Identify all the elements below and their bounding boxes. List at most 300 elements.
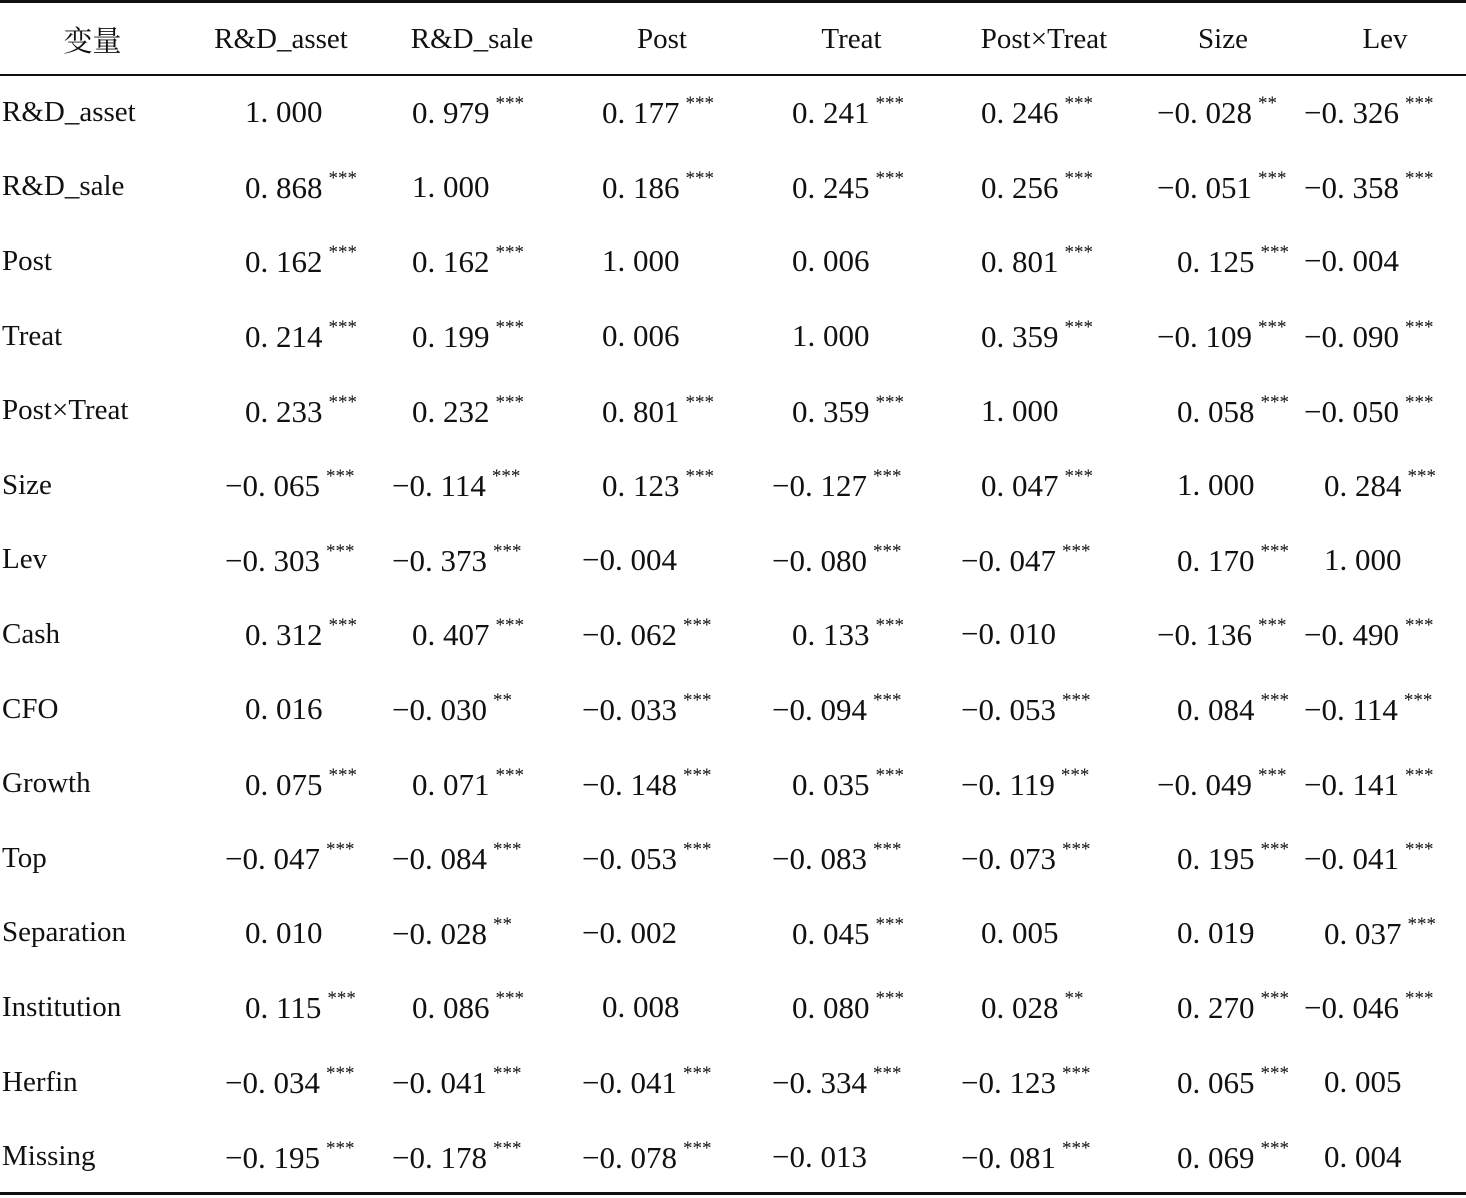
table-cell: [185, 597, 377, 672]
table-cell: [377, 1045, 567, 1120]
cell-value: −0. 127: [772, 468, 867, 504]
cell-value: −0. 047: [961, 542, 1056, 578]
cell-value: 0. 010: [245, 914, 323, 950]
table-cell: [946, 523, 1142, 598]
table-cell: [1304, 373, 1466, 448]
table-cell: [757, 448, 946, 523]
table-cell: [377, 150, 567, 225]
cell-value: −0. 123: [961, 1065, 1056, 1101]
cell-value: −0. 002: [582, 914, 677, 950]
cell-value: 1. 000: [602, 243, 680, 279]
table-cell: [1304, 597, 1466, 672]
cell-value: 0. 080: [792, 990, 870, 1026]
significance-stars: ***: [1260, 540, 1289, 562]
table-cell: [1304, 299, 1466, 374]
table-cell: [1142, 75, 1304, 150]
significance-stars: ***: [327, 988, 356, 1010]
significance-stars: ***: [1257, 167, 1287, 189]
table-cell: [946, 448, 1142, 523]
significance-stars: ***: [872, 466, 902, 488]
cell-value: −0. 051: [1157, 169, 1252, 205]
row-label: Post×Treat: [2, 394, 129, 427]
cell-value: −0. 109: [1157, 319, 1252, 355]
cell-value: −0. 065: [225, 468, 320, 504]
row-label: Size: [2, 468, 52, 501]
cell-value: 0. 006: [792, 243, 870, 279]
table-cell: [185, 896, 377, 971]
table-cell: [946, 597, 1142, 672]
table-cell: [1142, 746, 1304, 821]
cell-value: 0. 186: [602, 169, 680, 205]
significance-stars: ***: [1260, 690, 1289, 712]
significance-stars: ***: [325, 540, 355, 562]
cell-value: −0. 490: [1304, 617, 1399, 653]
table-cell: [757, 672, 946, 747]
significance-stars: ***: [1404, 93, 1434, 115]
table-cell: [1142, 299, 1304, 374]
significance-stars: ***: [328, 317, 357, 339]
row-label: CFO: [2, 692, 59, 725]
significance-stars: ***: [495, 988, 524, 1010]
table-row: [0, 1119, 1466, 1194]
table-cell: [757, 299, 946, 374]
significance-stars: ***: [1404, 839, 1434, 861]
table-cell: [757, 970, 946, 1045]
table-cell: [185, 672, 377, 747]
cell-value: −0. 028: [1157, 95, 1252, 131]
cell-value: 0. 045: [792, 915, 870, 951]
table-cell: [1142, 523, 1304, 598]
cell-value: −0. 090: [1304, 319, 1399, 355]
column-header-size: Size: [1198, 22, 1248, 55]
table-cell: [185, 373, 377, 448]
significance-stars: ***: [682, 1137, 712, 1159]
table-cell: [1304, 821, 1466, 896]
table-cell: [757, 821, 946, 896]
cell-value: −0. 028: [392, 915, 487, 951]
cell-value: −0. 041: [582, 1065, 677, 1101]
significance-stars: ***: [495, 317, 524, 339]
table-cell: [1304, 672, 1466, 747]
table-cell: [185, 448, 377, 523]
table-cell: [946, 821, 1142, 896]
significance-stars: **: [1064, 988, 1084, 1010]
table-cell: [377, 672, 567, 747]
significance-stars: ***: [875, 913, 904, 935]
column-header-lev: Lev: [1362, 22, 1408, 55]
table-cell: [1142, 224, 1304, 299]
table-row: [0, 299, 1466, 374]
table-cell: [567, 821, 757, 896]
cell-value: −0. 062: [582, 617, 677, 653]
significance-stars: ***: [1061, 839, 1091, 861]
cell-value: 0. 195: [1177, 841, 1255, 877]
table-row: [0, 150, 1466, 225]
cell-value: 0. 256: [981, 169, 1059, 205]
row-label: Post: [2, 244, 52, 277]
table-cell: [567, 150, 757, 225]
row-label: Lev: [2, 543, 48, 576]
table-cell: [1142, 373, 1304, 448]
significance-stars: ***: [682, 615, 712, 637]
significance-stars: **: [1257, 93, 1277, 115]
cell-value: 1. 000: [981, 392, 1059, 428]
table-cell: [567, 1119, 757, 1194]
significance-stars: ***: [495, 764, 524, 786]
significance-stars: ***: [1404, 167, 1434, 189]
column-header-rd-sale: R&D_sale: [410, 22, 534, 55]
cell-value: 1. 000: [792, 318, 870, 354]
table-cell: [1142, 896, 1304, 971]
cell-value: 0. 232: [412, 393, 490, 429]
significance-stars: ***: [875, 167, 904, 189]
significance-stars: ***: [325, 466, 355, 488]
table-cell: [946, 672, 1142, 747]
table-cell: [567, 224, 757, 299]
table-cell: [185, 746, 377, 821]
table-cell: [377, 896, 567, 971]
column-header-post: Post: [637, 22, 687, 55]
cell-value: −0. 373: [392, 542, 487, 578]
significance-stars: ***: [1260, 1137, 1289, 1159]
significance-stars: ***: [1064, 167, 1093, 189]
table-cell: [377, 448, 567, 523]
table-cell: [757, 373, 946, 448]
cell-value: −0. 178: [392, 1139, 487, 1175]
significance-stars: ***: [328, 615, 357, 637]
cell-value: 0. 170: [1177, 542, 1255, 578]
significance-stars: ***: [325, 1137, 355, 1159]
table-cell: [185, 1119, 377, 1194]
row-label: Separation: [2, 916, 127, 949]
significance-stars: ***: [328, 391, 357, 413]
table-body: [0, 75, 1466, 1194]
table-cell: [1304, 224, 1466, 299]
cell-value: 0. 162: [412, 244, 490, 280]
cell-value: −0. 053: [961, 692, 1056, 728]
cell-value: 0. 241: [792, 95, 870, 131]
table-row: [0, 597, 1466, 672]
row-label: Treat: [2, 319, 63, 352]
cell-value: 0. 008: [602, 989, 680, 1025]
cell-value: 0. 006: [602, 318, 680, 354]
significance-stars: ***: [1257, 317, 1287, 339]
significance-stars: ***: [1061, 690, 1091, 712]
cell-value: −0. 034: [225, 1065, 320, 1101]
table-cell: [946, 970, 1142, 1045]
significance-stars: ***: [685, 391, 714, 413]
column-header-variable: 变量: [63, 25, 122, 58]
table-cell: [757, 746, 946, 821]
row-label: Top: [2, 841, 47, 874]
table-cell: [377, 821, 567, 896]
table-row: [0, 523, 1466, 598]
table-cell: [1142, 448, 1304, 523]
cell-value: 0. 246: [981, 95, 1059, 131]
table-cell: [185, 224, 377, 299]
table-cell: [1142, 1119, 1304, 1194]
significance-stars: ***: [682, 764, 712, 786]
cell-value: −0. 073: [961, 841, 1056, 877]
significance-stars: ***: [1407, 466, 1436, 488]
table-cell: [185, 821, 377, 896]
significance-stars: ***: [1404, 391, 1434, 413]
cell-value: −0. 148: [582, 766, 677, 802]
row-label: R&D_asset: [2, 95, 136, 128]
cell-value: −0. 136: [1157, 617, 1252, 653]
table-cell: [757, 523, 946, 598]
significance-stars: ***: [875, 764, 904, 786]
table-cell: [185, 75, 377, 150]
significance-stars: ***: [682, 1063, 712, 1085]
table-cell: [377, 597, 567, 672]
significance-stars: ***: [682, 690, 712, 712]
significance-stars: ***: [1061, 1063, 1091, 1085]
cell-value: −0. 141: [1304, 766, 1399, 802]
cell-value: −0. 004: [1304, 243, 1399, 279]
cell-value: 0. 005: [1324, 1064, 1402, 1100]
significance-stars: ***: [1260, 1063, 1289, 1085]
significance-stars: ***: [495, 242, 524, 264]
row-label: Cash: [2, 617, 60, 650]
cell-value: 0. 125: [1177, 244, 1255, 280]
cell-value: 1. 000: [1177, 467, 1255, 503]
table-cell: [1304, 448, 1466, 523]
table-cell: [757, 597, 946, 672]
table-cell: [377, 224, 567, 299]
table-cell: [757, 1045, 946, 1120]
significance-stars: ***: [492, 1063, 522, 1085]
significance-stars: **: [492, 690, 512, 712]
cell-value: −0. 013: [772, 1138, 867, 1174]
row-label: Herfin: [2, 1065, 78, 1098]
cell-value: 0. 123: [602, 468, 680, 504]
table-cell: [946, 746, 1142, 821]
cell-value: 0. 084: [1177, 692, 1255, 728]
cell-value: 0. 801: [602, 393, 680, 429]
significance-stars: ***: [1064, 466, 1093, 488]
cell-value: −0. 046: [1304, 990, 1399, 1026]
cell-value: −0. 114: [392, 468, 486, 504]
significance-stars: ***: [682, 839, 712, 861]
cell-value: 1. 000: [245, 94, 323, 130]
table-cell: [377, 299, 567, 374]
significance-stars: ***: [325, 1063, 355, 1085]
significance-stars: ***: [1404, 317, 1434, 339]
table-cell: [1304, 896, 1466, 971]
cell-value: −0. 049: [1157, 766, 1252, 802]
cell-value: −0. 050: [1304, 393, 1399, 429]
table-cell: [1304, 75, 1466, 150]
cell-value: −0. 078: [582, 1139, 677, 1175]
cell-value: 0. 133: [792, 617, 870, 653]
cell-value: −0. 081: [961, 1139, 1056, 1175]
table-cell: [946, 1119, 1142, 1194]
significance-stars: ***: [1257, 615, 1287, 637]
cell-value: 1. 000: [412, 168, 490, 204]
table-cell: [377, 1119, 567, 1194]
table-cell: [567, 75, 757, 150]
significance-stars: ***: [1064, 317, 1093, 339]
significance-stars: ***: [685, 466, 714, 488]
significance-stars: ***: [1404, 988, 1434, 1010]
table-cell: [377, 373, 567, 448]
table-cell: [1142, 150, 1304, 225]
cell-value: −0. 303: [225, 542, 320, 578]
cell-value: 0. 270: [1177, 990, 1255, 1026]
table-cell: [567, 597, 757, 672]
table-cell: [567, 746, 757, 821]
row-label: Growth: [2, 767, 91, 800]
significance-stars: ***: [872, 690, 902, 712]
cell-value: 0. 005: [981, 914, 1059, 950]
table-cell: [1304, 150, 1466, 225]
cell-value: 0. 233: [245, 393, 323, 429]
significance-stars: ***: [1061, 540, 1091, 562]
cell-value: −0. 047: [225, 841, 320, 877]
cell-value: −0. 326: [1304, 95, 1399, 131]
cell-value: −0. 033: [582, 692, 677, 728]
table-cell: [1142, 672, 1304, 747]
cell-value: 0. 115: [245, 990, 322, 1026]
cell-value: 0. 407: [412, 617, 490, 653]
table-cell: [1142, 821, 1304, 896]
table-row: [0, 373, 1466, 448]
table-cell: [567, 970, 757, 1045]
cell-value: 0. 359: [792, 393, 870, 429]
table-cell: [757, 75, 946, 150]
table-cell: [946, 299, 1142, 374]
table-cell: [946, 224, 1142, 299]
table-cell: [185, 299, 377, 374]
significance-stars: ***: [872, 839, 902, 861]
table-cell: [377, 746, 567, 821]
table-cell: [1304, 1045, 1466, 1120]
significance-stars: ***: [495, 615, 524, 637]
table-cell: [1142, 597, 1304, 672]
table-row: [0, 821, 1466, 896]
table-row: [0, 448, 1466, 523]
table-cell: [946, 1045, 1142, 1120]
cell-value: 0. 312: [245, 617, 323, 653]
cell-value: −0. 030: [392, 692, 487, 728]
cell-value: −0. 094: [772, 692, 867, 728]
cell-value: 0. 979: [412, 95, 490, 131]
cell-value: −0. 334: [772, 1065, 867, 1101]
significance-stars: ***: [492, 540, 522, 562]
correlation-table: [0, 3, 1466, 1194]
column-header-treat: Treat: [821, 22, 882, 55]
cell-value: −0. 010: [961, 616, 1056, 652]
significance-stars: ***: [1404, 764, 1434, 786]
cell-value: 0. 075: [245, 766, 323, 802]
column-header-rd-asset: R&D_asset: [214, 22, 348, 55]
table-cell: [1304, 1119, 1466, 1194]
row-label: Missing: [2, 1140, 96, 1173]
table-cell: [757, 224, 946, 299]
table-cell: [1304, 970, 1466, 1045]
cell-value: −0. 053: [582, 841, 677, 877]
cell-value: 0. 058: [1177, 393, 1255, 429]
significance-stars: ***: [492, 1137, 522, 1159]
cell-value: −0. 041: [1304, 841, 1399, 877]
cell-value: 0. 801: [981, 244, 1059, 280]
significance-stars: ***: [1060, 764, 1090, 786]
significance-stars: ***: [1260, 839, 1289, 861]
cell-value: −0. 119: [961, 766, 1055, 802]
header-row: [0, 3, 1466, 75]
cell-value: 0. 065: [1177, 1065, 1255, 1101]
significance-stars: **: [492, 913, 512, 935]
cell-value: 0. 245: [792, 169, 870, 205]
significance-stars: ***: [685, 93, 714, 115]
significance-stars: ***: [325, 839, 355, 861]
significance-stars: ***: [875, 391, 904, 413]
table-cell: [185, 1045, 377, 1120]
cell-value: −0. 004: [582, 541, 677, 577]
cell-value: −0. 114: [1304, 692, 1398, 728]
table-cell: [946, 373, 1142, 448]
cell-value: 0. 047: [981, 468, 1059, 504]
table-row: [0, 1045, 1466, 1120]
cell-value: 0. 284: [1324, 468, 1402, 504]
cell-value: 0. 199: [412, 319, 490, 355]
cell-value: 0. 004: [1324, 1138, 1402, 1174]
table-cell: [757, 1119, 946, 1194]
table-cell: [567, 896, 757, 971]
significance-stars: ***: [1260, 242, 1289, 264]
table-row: [0, 970, 1466, 1045]
significance-stars: ***: [1064, 93, 1093, 115]
cell-value: −0. 358: [1304, 169, 1399, 205]
significance-stars: ***: [875, 93, 904, 115]
table-cell: [1304, 523, 1466, 598]
significance-stars: ***: [872, 540, 902, 562]
table-cell: [1142, 1045, 1304, 1120]
column-header-post-x-treat: Post×Treat: [980, 22, 1108, 55]
significance-stars: ***: [328, 764, 357, 786]
significance-stars: ***: [492, 839, 522, 861]
significance-stars: ***: [328, 167, 357, 189]
cell-value: −0. 080: [772, 542, 867, 578]
table-cell: [1304, 746, 1466, 821]
table-cell: [185, 970, 377, 1045]
table-cell: [377, 970, 567, 1045]
table-cell: [185, 523, 377, 598]
cell-value: −0. 083: [772, 841, 867, 877]
row-label: R&D_sale: [2, 170, 125, 203]
table-row: [0, 896, 1466, 971]
cell-value: −0. 084: [392, 841, 487, 877]
cell-value: 0. 035: [792, 766, 870, 802]
cell-value: 0. 028: [981, 990, 1059, 1026]
cell-value: 0. 177: [602, 95, 680, 131]
cell-value: 0. 086: [412, 990, 490, 1026]
table-cell: [567, 299, 757, 374]
significance-stars: ***: [685, 167, 714, 189]
significance-stars: ***: [1404, 615, 1434, 637]
cell-value: 0. 162: [245, 244, 323, 280]
cell-value: 0. 868: [245, 169, 323, 205]
table-cell: [1142, 970, 1304, 1045]
significance-stars: ***: [491, 466, 521, 488]
significance-stars: ***: [1064, 242, 1093, 264]
significance-stars: ***: [495, 391, 524, 413]
cell-value: 1. 000: [1324, 541, 1402, 577]
cell-value: 0. 071: [412, 766, 490, 802]
cell-value: 0. 016: [245, 691, 323, 727]
table-cell: [567, 448, 757, 523]
